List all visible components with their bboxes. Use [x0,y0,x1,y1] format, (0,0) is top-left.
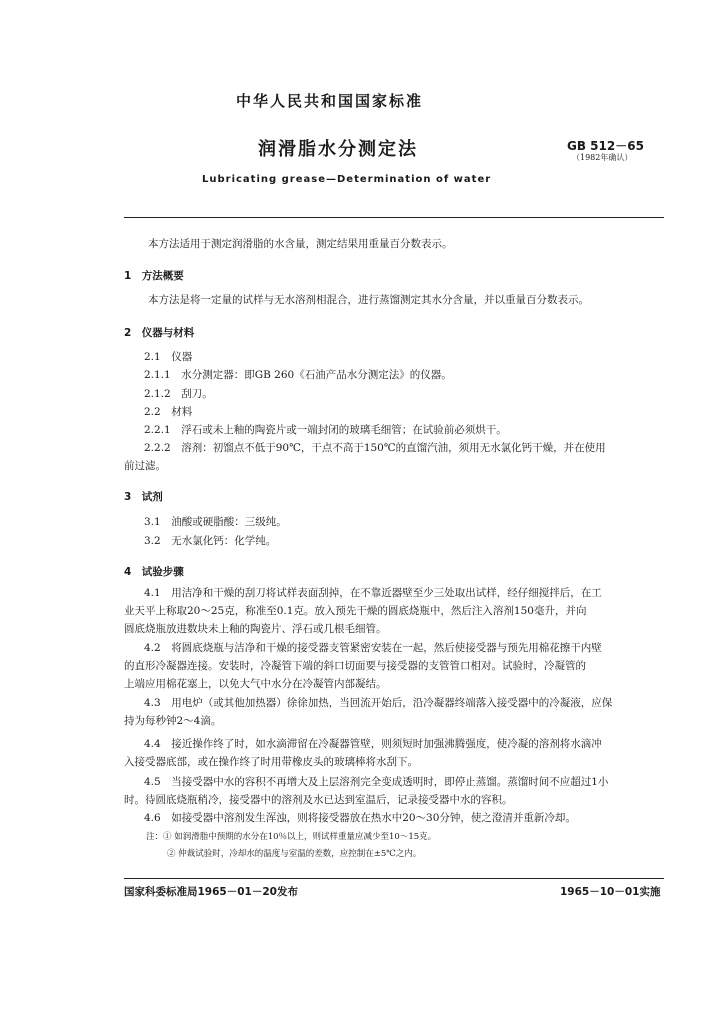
section-2-2-2-line1: 2.2.2 溶剂：初馏点不低于90℃，干点不高于150℃的直馏汽油，须用无水氯化钙干燥，并在使用 [144,442,606,454]
section-4-3-line2: 持为每秒钟2～4滴。 [124,715,222,727]
section-4-2-line2: 的直形冷凝器连接。安装时，冷凝管下端的斜口切面要与接受器的支管管口相对。试验时，冷凝管的 [124,660,586,672]
section-4-5-line2: 时。待圆底烧瓶稍冷，接受器中的溶剂及水已达到室温后，记录接受器中水的容积。 [124,794,513,806]
section-2-2-2-line2: 前过滤。 [124,460,166,472]
section-2-1: 2.1 仪器 [144,351,193,363]
note-1: 注：① 如润滑脂中预期的水分在10％以上，则试样重量应减少至10～15克。 [146,832,437,842]
header-national-standard: 中华人民共和国国家标准 [236,92,424,110]
section-4-5-line1: 4.5 当接受器中水的容积不再增大及上层溶剂完全变成透明时，即停止蒸馏。蒸馏时间不应超过1小 [144,776,609,788]
section-2-1-1: 2.1.1 水分测定器：即GB 260《石油产品水分测定法》的仪器。 [144,369,452,381]
section-4-2-line1: 4.2 将圆底烧瓶与洁净和干燥的接受器支管紧密安装在一起，然后使接受器与预先用棉花擦干内壁 [144,642,602,654]
intro-paragraph: 本方法适用于测定润滑脂的水含量，测定结果用重量百分数表示。 [148,238,453,250]
section-4-3-line1: 4.3 用电炉（或其他加热器）徐徐加热，当回流开始后，沿冷凝器终端落入接受器中的冷凝液，应保 [144,697,613,709]
section-2-2: 2.2 材料 [144,406,193,418]
confirmation-note: （1982年确认） [572,153,633,162]
document-title: 润滑脂水分测定法 [258,139,418,160]
section-3-2: 3.2 无水氯化钙：化学纯。 [144,535,277,547]
english-title: Lubricating grease—Determination of water [202,174,492,185]
section-1-text: 本方法是将一定量的试样与无水溶剂相混合，进行蒸馏测定其水分含量，并以重量百分数表示。 [148,294,589,306]
note-2: ② 仲裁试验时，冷却水的温度与室温的差数，应控制在±5℃之内。 [167,849,422,859]
section-4-1-line3: 圆底烧瓶放进数块未上釉的陶瓷片、浮石或几根毛细管。 [124,623,387,635]
section-4-6: 4.6 如接受器中溶剂发生浑浊，则将接受器放在热水中20～30分钟，使之澄清并重新冷却。 [144,812,576,824]
section-1-title: 1 方法概要 [124,270,184,282]
section-4-title: 4 试验步骤 [124,566,184,578]
issue-date: 国家科委标准局1965－01－20发布 [124,886,298,898]
section-4-4-line1: 4.4 接近操作终了时，如水滴滞留在冷凝器管壁，则须短时加强沸腾强度，使冷凝的溶剂将水滴冲 [144,738,602,750]
section-4-1-line2: 业天平上称取20～25克，称准至0.1克。放入预先干燥的圆底烧瓶中，然后注入溶剂150毫升，并向 [124,605,587,617]
section-3-1: 3.1 油酸或硬脂酸：三级纯。 [144,516,287,528]
effective-date: 1965－10－01实施 [560,886,661,898]
section-2-title: 2 仪器与材料 [124,327,195,339]
section-4-1-line1: 4.1 用洁净和干燥的刮刀将试样表面刮掉，在不靠近器壁至少三处取出试样，经仔细搅拌后，在工 [144,587,602,599]
section-3-title: 3 试剂 [124,491,163,503]
standard-number: GB 512－65 [567,139,644,153]
section-2-2-1: 2.2.1 浮石或未上釉的陶瓷片或一端封闭的玻璃毛细管；在试验前必须烘干。 [144,424,507,436]
footer-divider [124,878,664,879]
section-4-2-line3: 上端应用棉花塞上，以免大气中水分在冷凝管内部凝结。 [124,678,387,690]
section-2-1-2: 2.1.2 刮刀。 [144,388,213,400]
header-divider [124,217,664,218]
section-4-4-line2: 入接受器底部，或在操作终了时用带橡皮头的玻璃棒将水刮下。 [124,756,418,768]
